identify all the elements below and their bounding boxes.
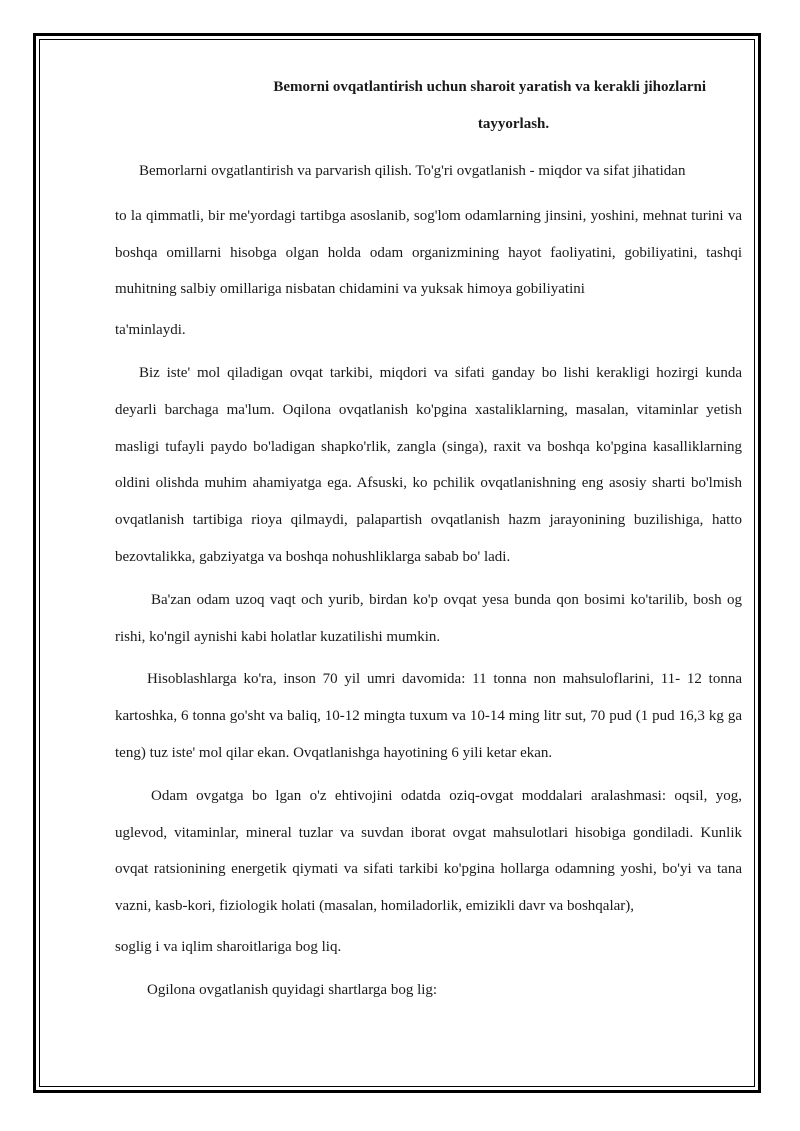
paragraph-2: Biz iste' mol qiladigan ovqat tarkibi, miqdori va sifati ganday bo lishi kerakligi hozirgi kunda deyarli barchaga ma'lum. Oqilona ovqatlanish ko'pgina xastaliklarning, masalan, vitaminlar yetish masligi tufayli paydo bo'ladigan shapko'rlik, zangla (singa), raxit va boshqa ko'pgina kasalliklarning oldini olishda muhim ahamiyatga ega. Afsuski, ko pchilik ovqatlanishning eng asosiy sharti bo'lmish ovqatlanish tartibiga rioya qilmaydi, palapartish ovqatlanish hazm jarayonining buzilishiga, hatto bezovtalikka, gabziyatga va boshqa nohushliklarga sabab bo' ladi. [115,364,742,565]
document-title-line2: tayyorlash. [477,116,550,132]
document-title-line1: Bemorni ovqatlantirish uchun sharoit yaratish va kerakli jihozlarni [273,79,706,95]
document-body [115,72,742,1009]
paragraph-6: Ogilona ovgatlanish quyidagi shartlarga bog lig: [147,981,438,998]
paragraph-3: Ba'zan odam uzoq vaqt och yurib, birdan ko'p ovqat yesa bunda qon bosimi ko'tarilib, bosh og rishi, ko'ngil aynishi kabi holatlar kuzatilishi mumkin. [115,591,742,645]
paragraph-1-end: ta'minlaydi. [115,322,186,339]
paragraph-1-body: to la qimmatli, bir me'yordagi tartibga asoslanib, sog'lom odamlarning jinsini, yoshini, mehnat turini va boshqa omillarni hisobga olgan holda odam organizmining hayot faoliyatini, gobiliyatini, tashqi muhitning salbiy omillariga nisbatan chidamini va yuksak himoya gobiliyatini [115,207,742,298]
paragraph-5-end: soglig i va iqlim sharoitlariga bog liq. [115,938,342,955]
paragraph-4: Hisoblashlarga ko'ra, inson 70 yil umri davomida: 11 tonna non mahsuloflarini, 11- 12 tonna kartoshka, 6 tonna go'sht va baliq, 10-12 mingta tuxum va 10-14 ming litr sut, 70 pud (1 pud 16,3 kg ga teng) tuz iste' mol qilar ekan. Ovqatlanishga hayotining 6 yili ketar ekan. [115,671,742,761]
paragraph-5: Odam ovgatga bo lgan o'z ehtivojini odatda oziq-ovgat moddalari aralashmasi: oqsil, yog, uglevod, vitaminlar, mineral tuzlar va suvdan iborat ovgat mahsulotlari hisobiga gondiladi. Kunlik ovqat ratsionining energetik qiymati va sifati tarkibi ko'pgina hollarga odamning yoshi, bo'yi va tana vazni, kasb-kori, fiziologik holati (masalan, homiladorlik, emizikli davr va boshqalar), [115,787,742,915]
paragraph-1-first-line: Bemorlarni ovgatlantirish va parvarish qilish. To'g'ri ovgatlanish - miqdor va sifat jihatidan [139,163,686,179]
